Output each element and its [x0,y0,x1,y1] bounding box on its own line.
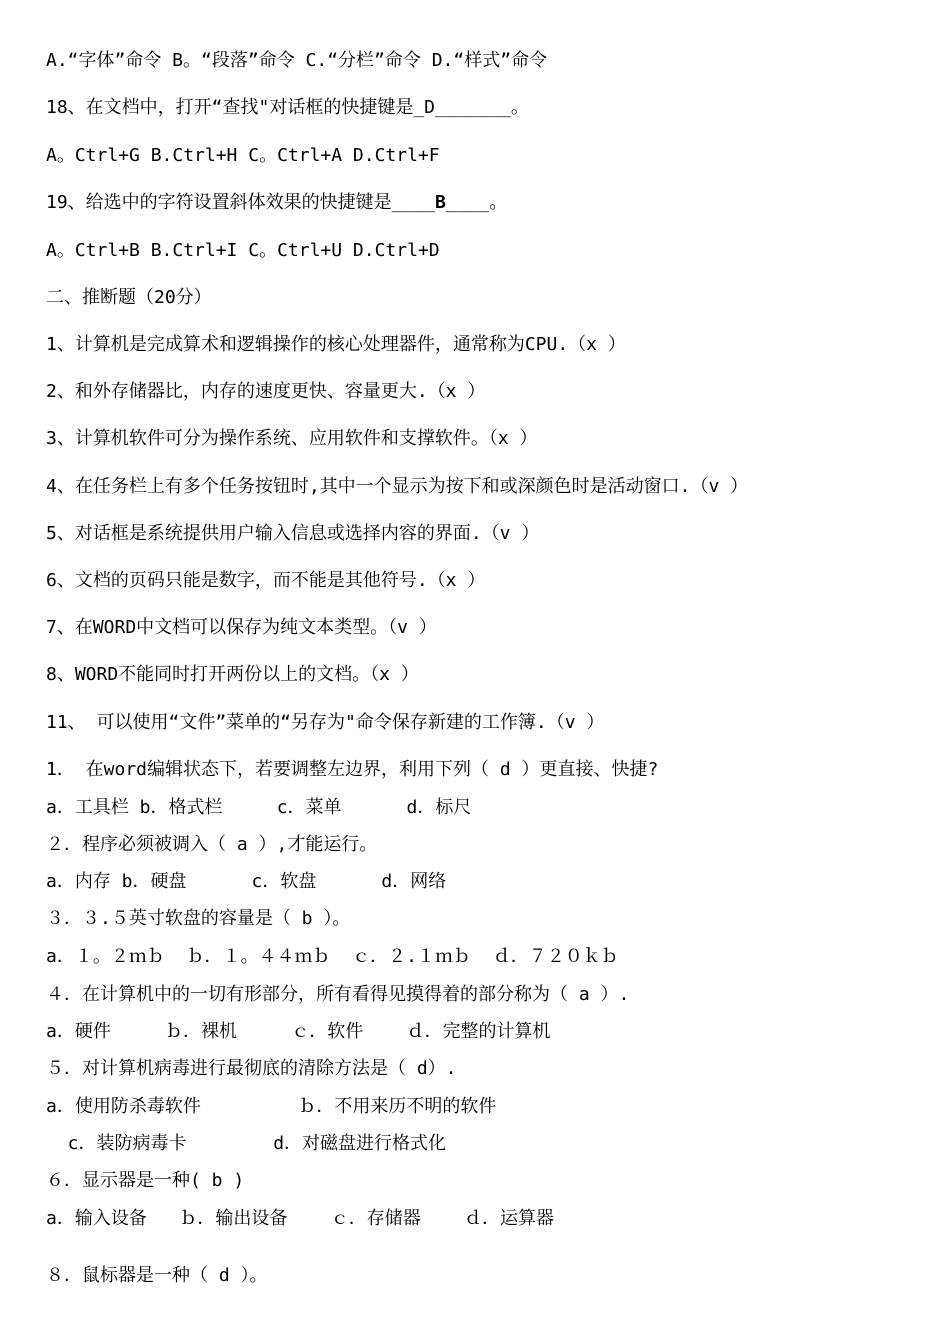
mc-options-5-cd: c．装防病毒卡 d．对磁盘进行格式化 [46,1133,447,1154]
q19-options: A。Ctrl+B B.Ctrl+I C。Ctrl+U D.Ctrl+D [46,240,440,261]
mc-question-2: ２．程序必须被调入（ a ）,才能运行。 [46,834,378,855]
judge-item-5: 5、对话框是系统提供用户输入信息或选择内容的界面.（v ） [46,523,540,544]
judge-item-4: 4、在任务栏上有多个任务按钮时,其中一个显示为按下和或深颜色时是活动窗口.（v ） [46,476,749,497]
judge-item-7: 7、在WORD中文档可以保存为纯文本类型。（v ） [46,617,437,638]
judge-item-11: 11、 可以使用“文件”菜单的“另存为"命令保存新建的工作簿.（v ） [46,712,605,733]
mc-question-1: 1． 在word编辑状态下，若要调整左边界，利用下列（ d ）更直接、快捷? [46,759,659,780]
mc-options-6: a．输入设备 ｂ．输出设备 ｃ．存储器 ｄ．运算器 [46,1208,555,1229]
judge-item-8: 8、WORD不能同时打开两份以上的文档。（x ） [46,664,419,685]
q19-question-tail: ____。 [445,192,508,213]
mc-options-2: a．内存 b．硬盘 c．软盘 d．网络 [46,871,447,892]
q18-question: 18、在文档中，打开“查找"对话框的快捷键是_D_______。 [46,97,529,118]
q19-question [46,191,507,215]
mc-options-1: a．工具栏 b．格式栏 c．菜单 d．标尺 [46,797,472,818]
mc-question-8: ８．鼠标器是一种（ d ）。 [46,1265,268,1286]
mc-options-4: a．硬件 ｂ．裸机 ｃ．软件 ｄ．完整的计算机 [46,1021,551,1042]
q18-options: A。Ctrl+G B.Ctrl+H C。Ctrl+A D.Ctrl+F [46,145,440,166]
mc-options-3: a．１。２ｍｂ ｂ．１。４４ｍｂ ｃ．２.１ｍｂ ｄ．７２０ｋｂ [46,946,619,967]
mc-question-6: ６．显示器是一种( b ) [46,1170,245,1191]
judge-item-6: 6、文档的页码只能是数字，而不能是其他符号.（x ） [46,570,486,591]
q19-question-text: 19、给选中的字符设置斜体效果的快捷键是____ [46,192,436,213]
judge-item-3: 3、计算机软件可分为操作系统、应用软件和支撑软件。（x ） [46,428,538,449]
mc-question-3: ３．３.５英寸软盘的容量是（ b ）。 [46,908,351,929]
section-heading-judgement: 二、推断题（20分） [46,287,212,308]
q17-options: A.“字体”命令 B。“段落”命令 C.“分栏”命令 D.“样式”命令 [46,50,548,71]
mc-question-5: ５．对计算机病毒进行最彻底的清除方法是（ d）. [46,1058,457,1079]
judge-item-1: 1、计算机是完成算术和逻辑操作的核心处理器件，通常称为CPU.（x ） [46,334,626,355]
judge-item-2: 2、和外存储器比，内存的速度更快、容量更大.（x ） [46,381,486,402]
mc-options-5-ab: a．使用防杀毒软件 ｂ．不用来历不明的软件 [46,1096,497,1117]
mc-question-4: ４．在计算机中的一切有形部分，所有看得见摸得着的部分称为（ a ）. [46,984,630,1005]
q19-answer: B [435,192,446,213]
